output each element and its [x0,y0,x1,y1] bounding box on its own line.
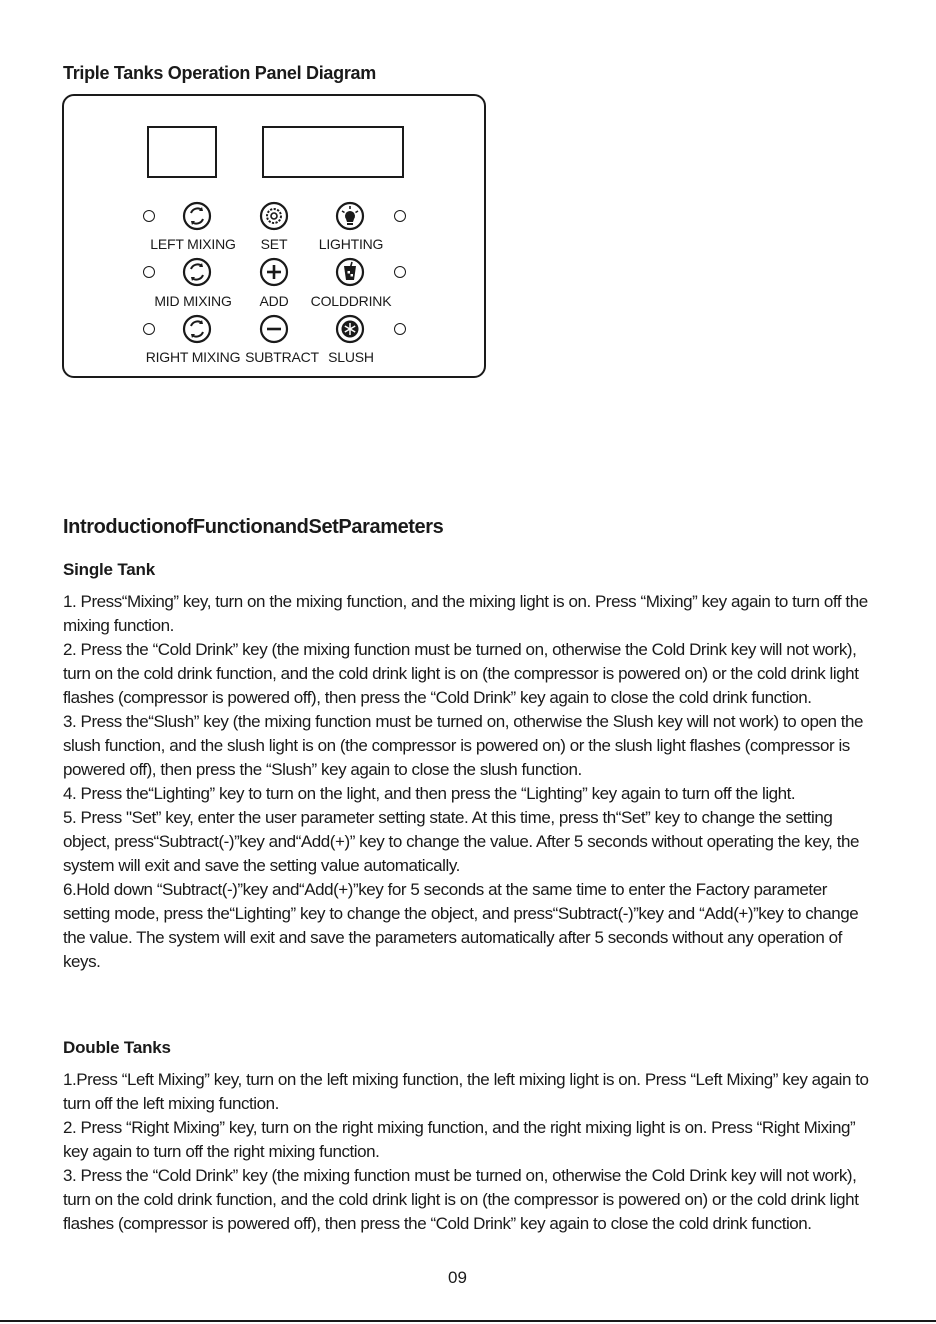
add-label: ADD [259,293,289,309]
double-tanks-heading: Double Tanks [63,1038,171,1057]
instruction-item: 4. Press the“Lighting” key to turn on the light, and then press the “Lighting” key again to turn off the light. [63,784,796,803]
instruction-item: 1. Press“Mixing” key, turn on the mixing function, and the mixing light is on. Press “Mixing” key again to turn off the mixing function. [63,592,868,635]
left-indicator-light [143,210,155,222]
mid-mixing-button[interactable] [182,257,212,287]
mixing-icon [182,201,212,231]
mixing-icon [182,257,212,287]
colddrink-label: COLDDRINK [310,293,392,309]
single-tank-heading: Single Tank [63,560,155,579]
section-title: IntroductionofFunctionandSetParameters [63,516,444,538]
instruction-item: 2. Press “Right Mixing” key, turn on the right mixing function, and the right mixing light is on. Press “Right Mixing” key again to turn off the right mixing function. [63,1118,856,1161]
subtract-button[interactable] [259,314,289,344]
set-button[interactable] [259,201,289,231]
instruction-item: 5. Press "Set” key, enter the user parameter setting state. At this time, press th“Set” key to change the setting object, press“Subtract(-)”key and“Add(+)” key to change the value. After 5 seconds without operating the key, the system will exit and save the setting value automatically. [63,808,859,875]
instruction-item: 6.Hold down “Subtract(-)”key and“Add(+)”key for 5 seconds at the same time to enter the Factory parameter setting mode, press the“Lighting” key to change the object, and press“Subtract(-)”key and “Add(+)”key to change the value. The system will exit and save the parameters automatically after 5 seconds without any operation of keys. [63,880,859,971]
page-number: 09 [448,1268,467,1287]
double-tanks-instructions [63,1068,878,1236]
lighting-icon [335,201,365,231]
left-mixing-label: LEFT MIXING [150,236,236,252]
mixing-icon [182,314,212,344]
right-indicator-light [394,323,406,335]
plus-icon [259,257,289,287]
slush-icon [335,314,365,344]
instruction-item: 3. Press the “Cold Drink” key (the mixing function must be turned on, otherwise the Cold Drink key will not work), turn on the cold drink function, and the cold drink light is on (the compressor is powered on) or the cold drink light flashes (compressor is powered off), then press the “Cold Drink” key again to close the cold drink function. [63,1166,859,1233]
gear-icon [259,201,289,231]
set-label: SET [260,236,288,252]
instruction-item: 3. Press the“Slush” key (the mixing function must be turned on, otherwise the Slush key will not work) to open the slush function, and the slush light is on (the compressor is powered on) or the slush light flashes (compressor is powered off), then press the “Slush” key again to close the slush function. [63,712,864,779]
right-mixing-button[interactable] [182,314,212,344]
instruction-item: 1.Press “Left Mixing” key, turn on the left mixing function, the left mixing light is on. Press “Left Mixing” key again to turn off the left mixing function. [63,1070,869,1113]
minus-icon [259,314,289,344]
diagram-title: Triple Tanks Operation Panel Diagram [63,63,376,83]
left-indicator-light [143,266,155,278]
left-mixing-button[interactable] [182,201,212,231]
bottom-divider [0,1320,936,1322]
right-mixing-label: RIGHT MIXING [145,349,241,365]
subtract-label: SUBTRACT [245,349,319,365]
add-button[interactable] [259,257,289,287]
cold-drink-button[interactable] [335,257,365,287]
slush-label: SLUSH [328,349,374,365]
left-indicator-light [143,323,155,335]
lighting-button[interactable] [335,201,365,231]
cold-drink-icon [335,257,365,287]
instruction-item: 2. Press the “Cold Drink” key (the mixing function must be turned on, otherwise the Cold Drink key will not work), turn on the cold drink function, and the cold drink light is on (the compressor is powered on) or the cold drink light flashes (compressor is powered off), then press the “Cold Drink” key again to close the cold drink function. [63,640,859,707]
slush-button[interactable] [335,314,365,344]
right-indicator-light [394,266,406,278]
right-indicator-light [394,210,406,222]
display-left [147,126,217,178]
single-tank-instructions [63,590,878,974]
display-right [262,126,404,178]
mid-mixing-label: MID MIXING [154,293,232,309]
lighting-label: LIGHTING [318,236,384,252]
